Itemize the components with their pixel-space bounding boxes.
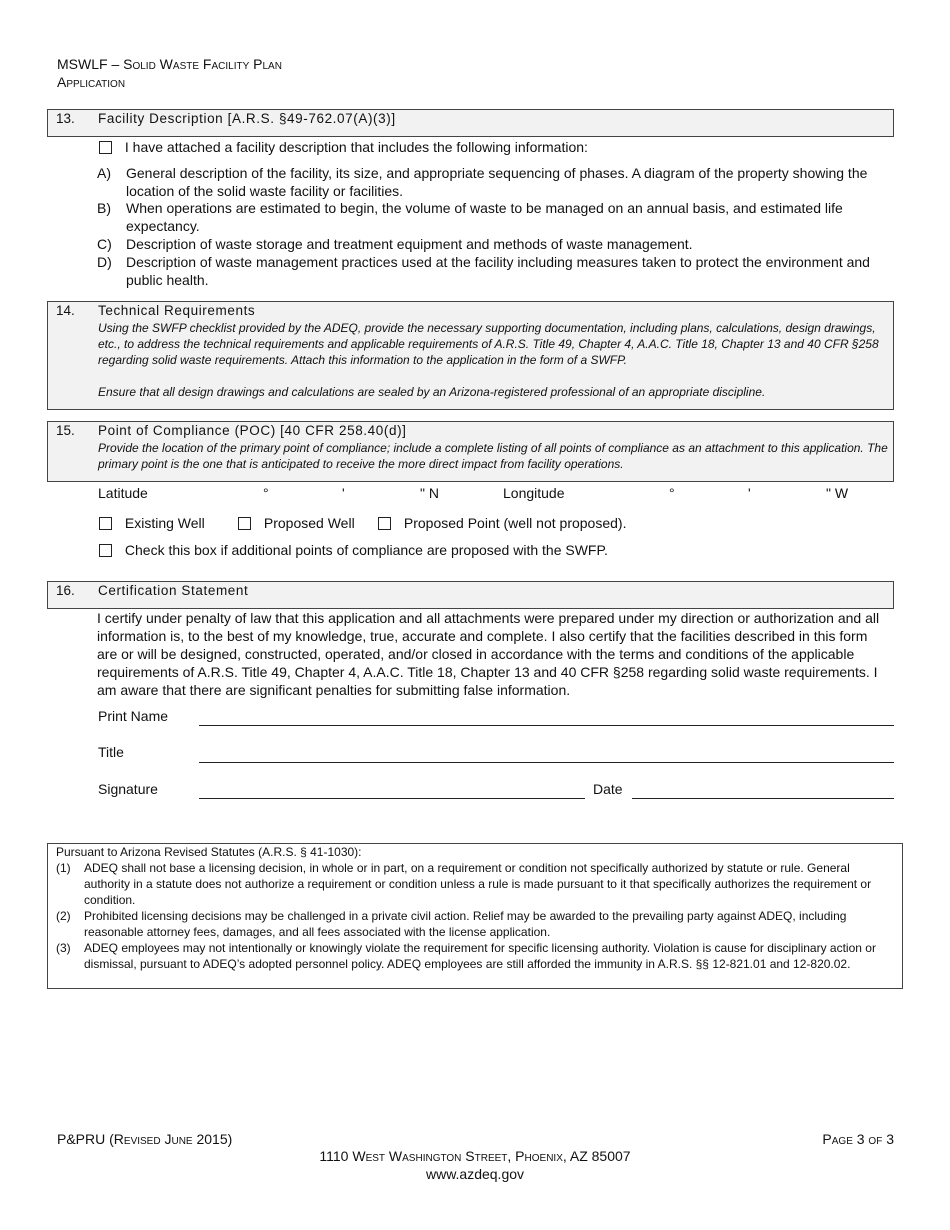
title-field[interactable] bbox=[199, 762, 894, 763]
item-text: Description of waste storage and treatment equipment and methods of waste management. bbox=[126, 236, 693, 252]
latitude-second-north: " N bbox=[420, 485, 439, 501]
longitude-second-west: " W bbox=[826, 485, 849, 501]
section-title: Point of Compliance (POC) [40 CFR 258.40(d)] bbox=[98, 423, 407, 438]
legal-item-text: ADEQ shall not base a licensing decision, in whole or in part, on a requirement or condition not specifically authorized by statute or rule. General authority in a statute does not authorize a requirement or condition unless a rule is made pursuant to it that specifically authorizes the requirement or condition. bbox=[84, 861, 872, 907]
print-name-label: Print Name bbox=[98, 708, 169, 724]
signature-label: Signature bbox=[98, 781, 158, 797]
existing-well-label: Existing Well bbox=[124, 515, 205, 531]
section-note: Ensure that all design drawings and calculations are sealed by an Arizona-registered professional of an appropriate discipline. bbox=[98, 385, 766, 399]
form-title: MSWLF – Solid Waste Facility Plan bbox=[57, 56, 282, 72]
existing-well-option bbox=[99, 514, 205, 532]
proposed-point-label: Proposed Point (well not proposed). bbox=[403, 515, 627, 531]
latitude-degree-symbol: ° bbox=[263, 485, 269, 501]
existing-well-checkbox[interactable] bbox=[99, 517, 112, 530]
form-subtitle: Application bbox=[57, 74, 126, 90]
longitude-degree-symbol: ° bbox=[669, 485, 675, 501]
legal-item-text: ADEQ employees may not intentionally or knowingly violate the requirement for specific licensing authority. Violation is cause for disciplinary action or dismissal, pursuant to ADEQ’s adopted personnel policy. ADEQ employees are still afforded the immunity in A.R.S. §§ 12-821.01 and 12-820.02. bbox=[84, 941, 876, 971]
section-number: 13. bbox=[56, 111, 75, 126]
legal-notice bbox=[47, 843, 903, 989]
legal-heading: Pursuant to Arizona Revised Statutes (A.R.S. § 41-1030): bbox=[56, 845, 362, 859]
additional-poc-checkbox[interactable] bbox=[99, 544, 112, 557]
section-title: Certification Statement bbox=[98, 583, 249, 598]
section-title: Technical Requirements bbox=[98, 303, 256, 318]
item-text: When operations are estimated to begin, the volume of waste to be managed on an annual basis, and estimated life expectancy. bbox=[126, 200, 843, 234]
date-label: Date bbox=[593, 781, 623, 797]
section-description: Using the SWFP checklist provided by the ADEQ, provide the necessary supporting documentation, including plans, calculations, design drawings, etc., to address the technical requirements and applicable requirements of A.R.S. Title 49, Chapter 4, A.A.C. Title 18, Chapter 13 and 40 CFR §258 regarding solid waste requirements. Attach this information to the application in the form of a SWFP. bbox=[98, 321, 879, 367]
section-14-box bbox=[47, 301, 894, 410]
signature-field[interactable] bbox=[199, 798, 585, 799]
item-text: General description of the facility, its size, and appropriate sequencing of phases. A diagram of the property showing the location of the solid waste facility or facilities. bbox=[126, 165, 868, 199]
additional-poc-label: Check this box if additional points of compliance are proposed with the SWFP. bbox=[124, 542, 608, 558]
facility-description-label: I have attached a facility description that includes the following information: bbox=[124, 139, 588, 155]
latitude-label: Latitude bbox=[98, 485, 148, 501]
section-title: Facility Description [A.R.S. §49-762.07(A)(3)] bbox=[98, 111, 396, 126]
title-label: Title bbox=[98, 744, 124, 760]
section-number: 15. bbox=[56, 423, 75, 438]
section-15-box bbox=[47, 421, 894, 482]
latitude-minute-symbol: ' bbox=[342, 485, 345, 501]
print-name-field[interactable] bbox=[199, 725, 894, 726]
longitude-minute-symbol: ' bbox=[748, 485, 751, 501]
section-description: Provide the location of the primary point of compliance; include a complete listing of all points of compliance as an attachment to this application. The primary point is the one that is anticipated to receive the more direct impact from facility operations. bbox=[98, 441, 888, 471]
facility-description-row bbox=[99, 138, 588, 156]
revision-note: P&PRU (Revised June 2015) bbox=[57, 1131, 233, 1147]
item-letter: C) bbox=[97, 236, 112, 252]
legal-item-number: (3) bbox=[56, 941, 71, 955]
agency-address: 1110 West Washington Street, Phoenix, AZ 85007 bbox=[319, 1148, 631, 1164]
proposed-well-checkbox[interactable] bbox=[238, 517, 251, 530]
agency-website[interactable]: www.azdeq.gov bbox=[425, 1166, 525, 1182]
facility-description-checkbox[interactable] bbox=[99, 141, 112, 154]
longitude-label: Longitude bbox=[503, 485, 565, 501]
additional-poc-option bbox=[99, 541, 608, 559]
proposed-point-option bbox=[378, 514, 626, 532]
item-letter: A) bbox=[97, 165, 111, 181]
legal-item-number: (1) bbox=[56, 861, 71, 875]
item-text: Description of waste management practices used at the facility including measures taken to protect the environment and public health. bbox=[126, 254, 870, 288]
section-16-header bbox=[47, 581, 894, 609]
proposed-point-checkbox[interactable] bbox=[378, 517, 391, 530]
proposed-well-label: Proposed Well bbox=[263, 515, 355, 531]
section-number: 14. bbox=[56, 303, 75, 318]
section-number: 16. bbox=[56, 583, 75, 598]
date-field[interactable] bbox=[632, 798, 894, 799]
proposed-well-option bbox=[238, 514, 355, 532]
legal-item-number: (2) bbox=[56, 909, 71, 923]
item-letter: B) bbox=[97, 200, 111, 216]
section-13-header bbox=[47, 109, 894, 137]
item-letter: D) bbox=[97, 254, 112, 270]
certification-statement: I certify under penalty of law that this application and all attachments were prepared under my direction or authorization and all information is, to the best of my knowledge, true, accurate and complete. I also certify that the facilities described in this form are or will be designed, constructed, operated, and/or closed in accordance with the terms and conditions of the applicable requirements of A.R.S. Title 49, Chapter 4, A.A.C. Title 18, Chapter 13 and 40 CFR §258 regarding solid waste requirements. I am aware that there are significant penalties for submitting false information. bbox=[97, 610, 880, 698]
legal-item-text: Prohibited licensing decisions may be challenged in a private civil action. Relief may be awarded to the prevailing party against ADEQ, including reasonable attorney fees, damages, and all fees associated with the license application. bbox=[84, 909, 847, 939]
page-number: Page 3 of 3 bbox=[822, 1131, 894, 1147]
